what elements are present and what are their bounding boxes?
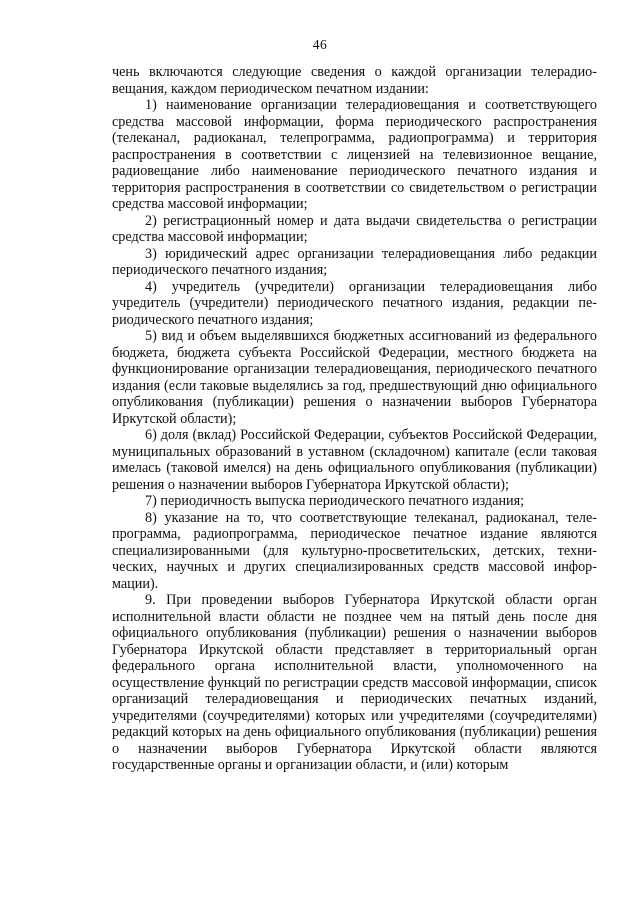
- paragraph-item-8: 8) указание на то, что соответствующие телеканал, радиоканал, телепрограмма, радиопрограмма, периодическое печатное издание являются специализированными (для культурно-просветительских, детских, технических, научных и других специализированных средств массовой информации).: [112, 509, 597, 592]
- paragraph-item-2: 2) регистрационный номер и дата выдачи свидетельства о регистрации средства массовой информации;: [112, 212, 597, 245]
- paragraph-section-9: 9. При проведении выборов Губернатора Иркутской области орган исполнительной власти области не позднее чем на пятый день после дня официального опубликования (публикации) решения о назначении выборов Губернатора Иркутской области представляет в территориальный орган федерального органа исполнительной власти, уполномоченного на осуществление функций по регистрации средств массовой информации, список организаций телерадиовещания и периодических печатных изданий, учредителями (соучредителями) которых или учредителями (соучредителями) редакций которых на день официального опубликования (публикации) решения о назначении выборов Губернатора Иркутской области являются государственные органы и организации области, и (или) которым: [112, 592, 597, 773]
- paragraph-item-5: 5) вид и объем выделявшихся бюджетных ассигнований из федерального бюджета, бюджета субъекта Российской Федерации, местного бюджета на функционирование организации телерадиовещания, периодического печатного издания (если таковые выделялись за год, предшествующий дню официального опубликования (публикации) решения о назначении выборов Губернатора Иркутской области);: [112, 328, 597, 427]
- paragraph-item-4: 4) учредитель (учредители) организации телерадиовещания либо учредитель (учредители) периодического печатного издания, редакции периодического печатного издания;: [112, 278, 597, 328]
- document-body: [112, 64, 597, 774]
- paragraph-item-1: 1) наименование организации телерадиовещания и соответствующего средства массовой информации, форма периодического распространения (телеканал, радиоканал, телепрограмма, радиопрограмма) и территория распространения в соответствии с лицензией на телевизионное вещание, радиовещание либо наименование периодического печатного издания и территория распространения в соответствии со свидетельством о регистрации средства массовой информации;: [112, 97, 597, 212]
- page-number: 46: [312, 37, 328, 52]
- paragraph-item-3: 3) юридический адрес организации телерадиовещания либо редакции периодического печатного издания;: [112, 245, 597, 278]
- paragraph-continuation: чень включаются следующие сведения о каждой организации телерадиовещания, каждом периодическом печатном издании:: [112, 64, 597, 97]
- paragraph-item-7: 7) периодичность выпуска периодического печатного издания;: [145, 493, 525, 509]
- paragraph-item-6: 6) доля (вклад) Российской Федерации, субъектов Российской Федерации, муниципальных образований в уставном (складочном) капитале (если таковая имелась (таковой имелся) на день официального опубликования (публикации) решения о назначении выборов Губернатора Иркутской области);: [112, 427, 597, 493]
